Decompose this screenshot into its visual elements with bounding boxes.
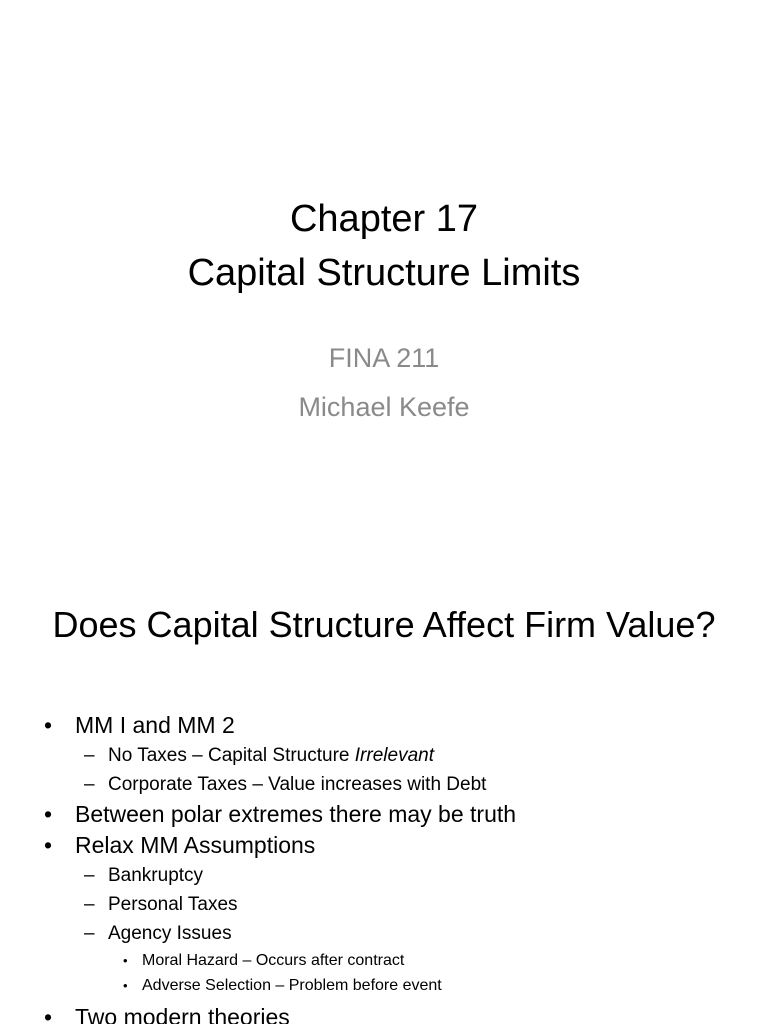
list-item bbox=[0, 861, 768, 890]
bullet-text: Personal Taxes bbox=[108, 894, 238, 915]
chapter-title: Chapter 17 bbox=[289, 198, 478, 240]
course-code: FINA 211 bbox=[328, 343, 440, 373]
content-slide bbox=[0, 576, 768, 1024]
bullet-marker: • bbox=[44, 1004, 53, 1024]
list-item bbox=[0, 973, 768, 998]
bullet-marker: • bbox=[44, 712, 53, 738]
dash-marker: – bbox=[84, 774, 95, 795]
bullet-text-emphasis: Irrelevant bbox=[354, 745, 434, 766]
bullet-text: No Taxes – Capital Structure bbox=[108, 745, 355, 766]
bullet-text: Agency Issues bbox=[108, 923, 232, 944]
list-item bbox=[0, 919, 768, 948]
bullet-text: Adverse Selection – Problem before event bbox=[142, 977, 442, 994]
list-item bbox=[0, 741, 768, 770]
bullet-marker: • bbox=[123, 953, 128, 968]
slide-title bbox=[0, 192, 768, 300]
list-item bbox=[0, 830, 768, 861]
bullet-list bbox=[0, 710, 768, 1024]
dash-marker: – bbox=[84, 923, 95, 944]
bullet-text: Between polar extremes there may be truth bbox=[75, 801, 517, 827]
list-item bbox=[0, 799, 768, 830]
list-item bbox=[0, 710, 768, 741]
bullet-text: Moral Hazard – Occurs after contract bbox=[142, 952, 405, 969]
author-name: Michael Keefe bbox=[298, 392, 470, 422]
list-item bbox=[0, 1002, 768, 1024]
bullet-text: Relax MM Assumptions bbox=[75, 832, 316, 858]
chapter-subject: Capital Structure Limits bbox=[187, 252, 581, 294]
bullet-text: Bankruptcy bbox=[108, 865, 204, 886]
bullet-marker: • bbox=[44, 832, 53, 858]
list-item bbox=[0, 948, 768, 973]
slide-subtitle bbox=[0, 334, 768, 432]
dash-marker: – bbox=[84, 865, 95, 886]
bullet-marker: • bbox=[44, 801, 53, 827]
list-item bbox=[0, 890, 768, 919]
bullet-text: MM I and MM 2 bbox=[75, 712, 235, 738]
bullet-text: Two modern theories bbox=[75, 1004, 290, 1024]
bullet-marker: • bbox=[123, 978, 128, 993]
list-item bbox=[0, 770, 768, 799]
bullet-text: Corporate Taxes – Value increases with Debt bbox=[108, 774, 487, 795]
slide-heading: Does Capital Structure Affect Firm Value? bbox=[52, 604, 716, 645]
dash-marker: – bbox=[84, 894, 95, 915]
dash-marker: – bbox=[84, 745, 95, 766]
